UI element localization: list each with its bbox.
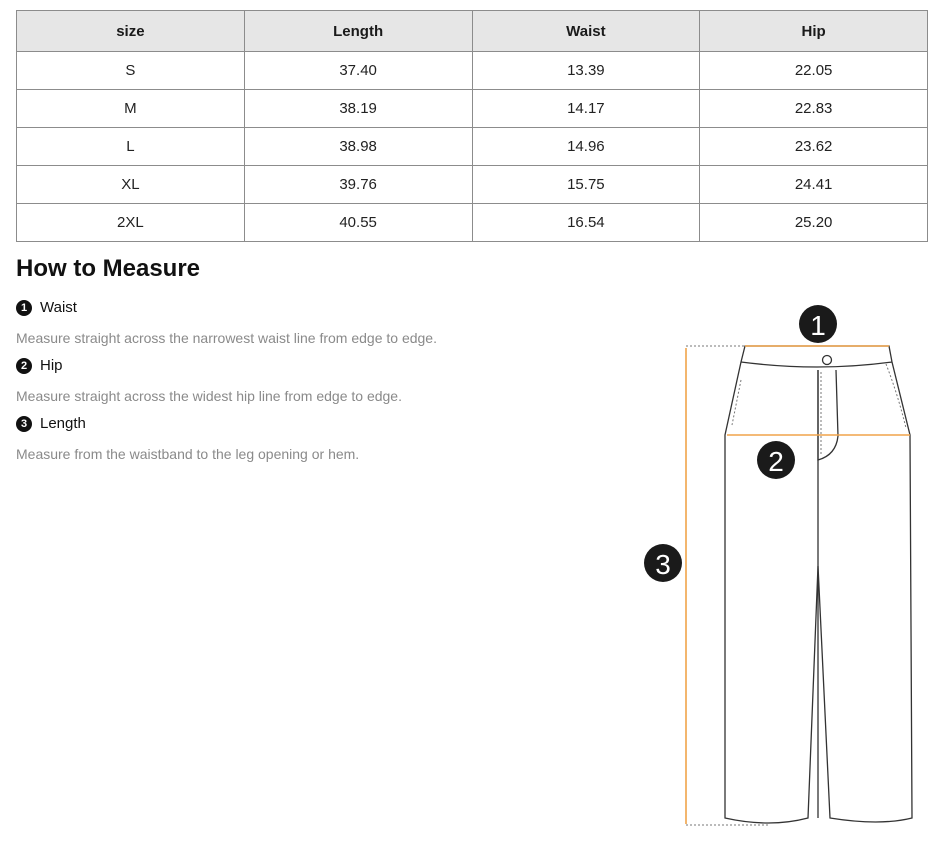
header-waist: Waist bbox=[472, 11, 700, 52]
table-header-row bbox=[17, 11, 928, 52]
cell-waist: 14.17 bbox=[472, 90, 700, 128]
cell-size: L bbox=[17, 128, 245, 166]
cell-length: 37.40 bbox=[244, 52, 472, 90]
svg-text:2: 2 bbox=[768, 446, 784, 477]
measure-item-desc: Measure from the waistband to the leg opening or hem. bbox=[16, 446, 360, 462]
cell-size: S bbox=[17, 52, 245, 90]
cell-size: XL bbox=[17, 166, 245, 204]
header-size: size bbox=[17, 11, 245, 52]
cell-size: 2XL bbox=[17, 204, 245, 242]
cell-hip: 22.83 bbox=[700, 90, 928, 128]
pocket-stitching bbox=[686, 346, 906, 825]
cell-waist: 16.54 bbox=[472, 204, 700, 242]
pants-outline bbox=[725, 346, 912, 823]
cell-hip: 23.62 bbox=[700, 128, 928, 166]
cell-length: 40.55 bbox=[244, 204, 472, 242]
header-hip: Hip bbox=[700, 11, 928, 52]
measure-item-waist bbox=[16, 299, 77, 316]
cell-hip: 25.20 bbox=[700, 204, 928, 242]
svg-text:1: 1 bbox=[810, 310, 826, 341]
table-row bbox=[17, 90, 928, 128]
cell-length: 38.19 bbox=[244, 90, 472, 128]
how-to-measure-title: How to Measure bbox=[16, 255, 201, 282]
measure-lines bbox=[686, 346, 910, 824]
cell-waist: 13.39 bbox=[472, 52, 700, 90]
cell-length: 39.76 bbox=[244, 166, 472, 204]
table-row bbox=[17, 204, 928, 242]
marker-two bbox=[757, 441, 795, 479]
size-chart-table bbox=[16, 10, 928, 242]
cell-hip: 22.05 bbox=[700, 52, 928, 90]
measure-item-label: Length bbox=[40, 415, 86, 432]
pants-diagram-icon bbox=[630, 296, 930, 836]
measure-item-length bbox=[16, 415, 86, 432]
cell-waist: 15.75 bbox=[472, 166, 700, 204]
number-three-icon: 3 bbox=[16, 416, 32, 432]
header-length: Length bbox=[244, 11, 472, 52]
cell-size: M bbox=[17, 90, 245, 128]
marker-three bbox=[644, 544, 682, 582]
measure-item-label: Hip bbox=[40, 357, 63, 374]
measure-item-desc: Measure straight across the narrowest waist line from edge to edge. bbox=[16, 330, 437, 346]
cell-length: 38.98 bbox=[244, 128, 472, 166]
measure-item-desc: Measure straight across the widest hip line from edge to edge. bbox=[16, 388, 402, 404]
number-one-icon: 1 bbox=[16, 300, 32, 316]
number-two-icon: 2 bbox=[16, 358, 32, 374]
table-row bbox=[17, 52, 928, 90]
cell-hip: 24.41 bbox=[700, 166, 928, 204]
marker-one bbox=[799, 305, 837, 343]
table-row bbox=[17, 128, 928, 166]
svg-text:3: 3 bbox=[655, 549, 671, 580]
measure-item-label: Waist bbox=[40, 299, 77, 316]
measure-item-hip bbox=[16, 357, 63, 374]
table-row bbox=[17, 166, 928, 204]
cell-waist: 14.96 bbox=[472, 128, 700, 166]
